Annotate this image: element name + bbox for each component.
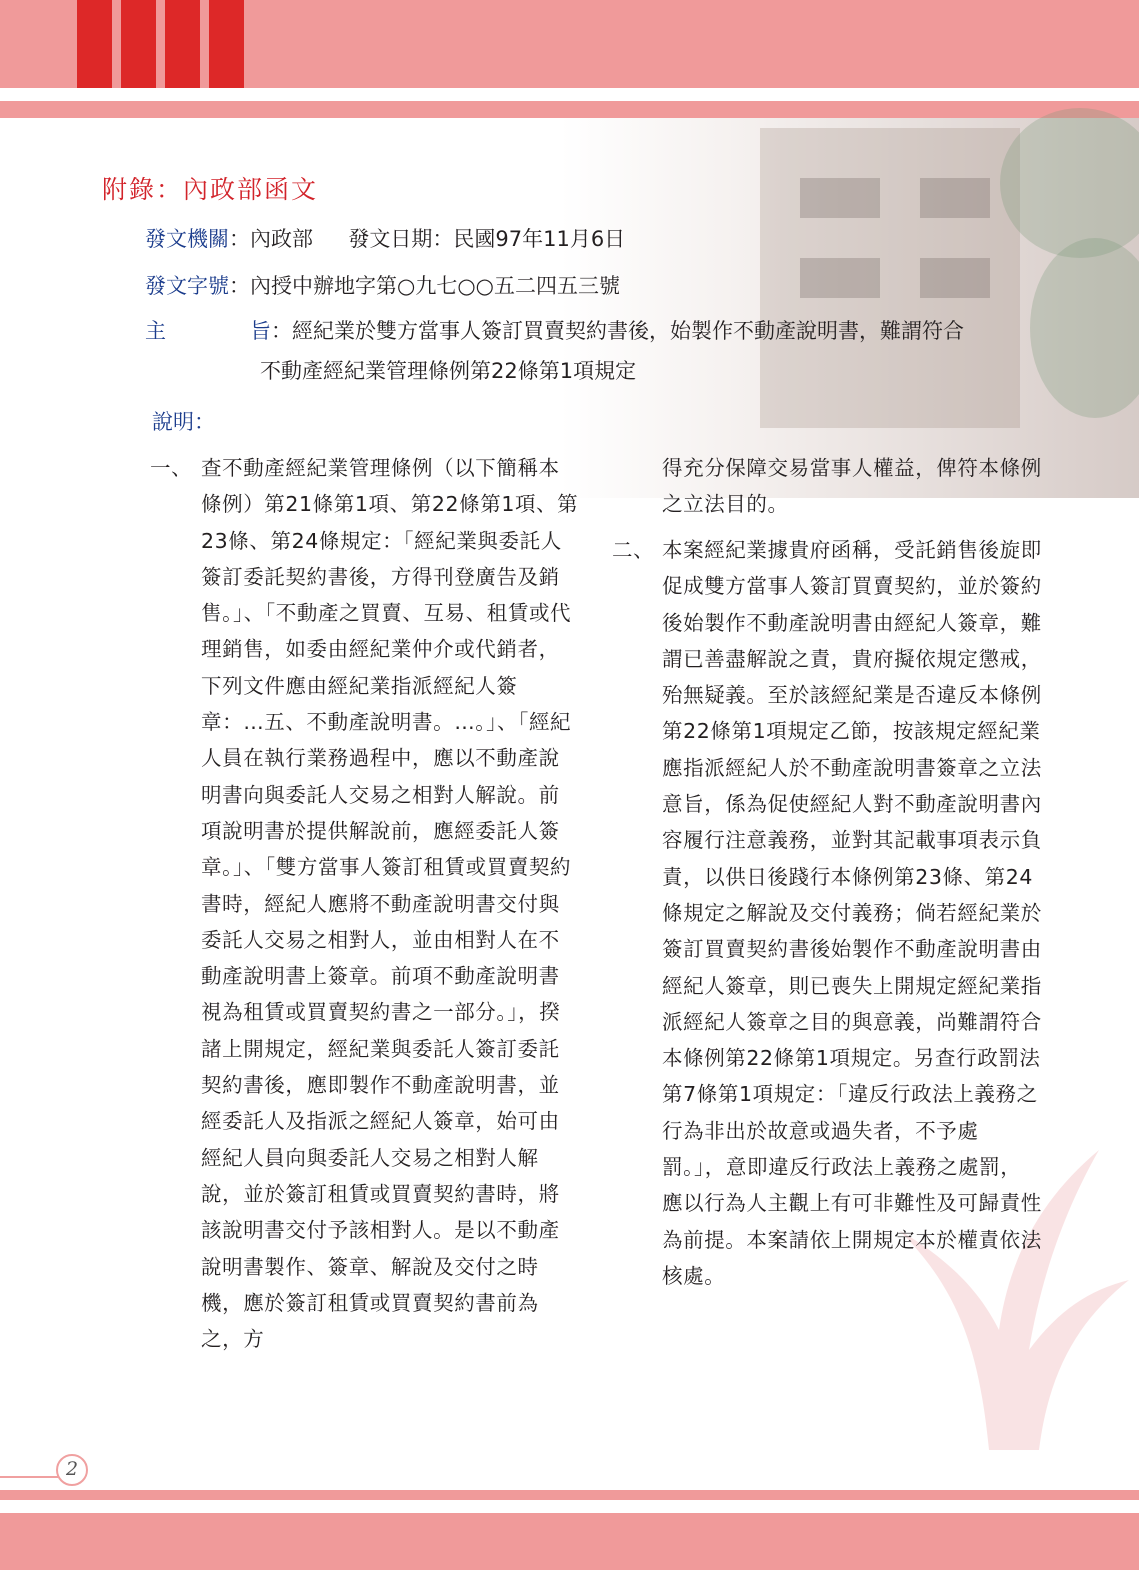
appendix-title: 附錄：內政部函文 [102, 175, 319, 204]
header-red-bar [77, 0, 112, 88]
page-number: 2 [56, 1454, 88, 1486]
section-text-continued: 得充分保障交易當事人權益，俾符本條例之立法目的。 [662, 456, 1042, 517]
section-two [612, 532, 1042, 1294]
section-one-continued [662, 450, 1042, 523]
section-number: 二、 [612, 538, 655, 562]
doc-number-label: 發文字號 [145, 274, 229, 298]
section-text: 本案經紀業據貴府函稱，受託銷售後旋即促成雙方當事人簽訂買賣契約，並於簽約後始製作不動產說明書由經紀人簽章，難謂已善盡解說之責，貴府擬依規定懲戒，殆無疑義。至於該經紀業是否違反本條例第22條第1項規定乙節，按該規定經紀業應指派經紀人於不動產說明書簽章之立法意旨，係為促使經紀人對不動產說明書內容履行注意義務，並對其記載事項表示負責，以供日後踐行本條例第23條、第24條規定之解說及交付義務；倘若經紀業於簽訂買賣契約書後始製作不動產說明書由經紀人簽章，則已喪失上開規定經紀業指派經紀人簽章之目的與意義，尚難謂符合本條例第22條第1項規定。另查行政罰法第7條第1項規定：「違反行政法上義務之行為非出於故意或過失者，不予處罰。」，意即違反行政法上義務之處罰，應以行為人主觀上有可非難性及可歸責性為前提。本案請依上開規定本於權責依法核處。 [662, 538, 1042, 1288]
subject-text-continued: 不動產經紀業管理條例第22條第1項規定 [260, 359, 637, 383]
building-photo-background [560, 118, 1139, 498]
header-red-bar [165, 0, 200, 88]
section-one [150, 450, 580, 1357]
explanation-label: 說明： [152, 410, 215, 434]
subject-text: ：經紀業於雙方當事人簽訂買賣契約書後，始製作不動產說明書，難謂符合 [271, 319, 964, 343]
issuer-label: 發文機關 [145, 227, 229, 251]
subject-line [145, 316, 1045, 346]
issuer-line [145, 224, 625, 254]
header-stripe [0, 101, 1139, 118]
page-number-line [0, 1476, 58, 1478]
doc-number-value: ：內授中辦地字第○九七○○五二四五三號 [229, 274, 620, 298]
footer-stripe [0, 1490, 1139, 1500]
subject-label-2: 旨 [250, 319, 271, 343]
doc-number-line [145, 271, 620, 301]
footer-band [0, 1513, 1139, 1570]
header-red-bar [209, 0, 244, 88]
issue-date: 發文日期：民國97年11月6日 [348, 227, 626, 251]
section-number: 一、 [150, 456, 193, 480]
issuer-value: ：內政部 [229, 227, 313, 251]
subject-label: 主 [145, 319, 166, 343]
header-red-bar [121, 0, 156, 88]
section-text: 查不動產經紀業管理條例（以下簡稱本條例）第21條第1項、第22條第1項、第23條、第24條規定：「經紀業與委託人簽訂委託契約書後，方得刊登廣告及銷售。」、「不動產之買賣、互易、租賃或代理銷售，如委由經紀業仲介或代銷者，下列文件應由經紀業指派經紀人簽章：…五、不動產說明書。…。」、「經紀人員在執行業務過程中，應以不動產說明書向與委託人交易之相對人解說。前項說明書於提供解說前，應經委託人簽章。」、「雙方當事人簽訂租賃或買賣契約書時，經紀人應將不動產說明書交付與委託人交易之相對人，並由相對人在不動產說明書上簽章。前項不動產說明書視為租賃或買賣契約書之一部分。」，揆諸上開規定，經紀業與委託人簽訂委託契約書後，應即製作不動產說明書，並經委託人及指派之經紀人簽章，始可由經紀人員向與委託人交易之相對人解說，並於簽訂租賃或買賣契約書時，將該說明書交付予該相對人。是以不動產說明書製作、簽章、解說及交付之時機，應於簽訂租賃或買賣契約書前為之，方 [201, 456, 579, 1352]
